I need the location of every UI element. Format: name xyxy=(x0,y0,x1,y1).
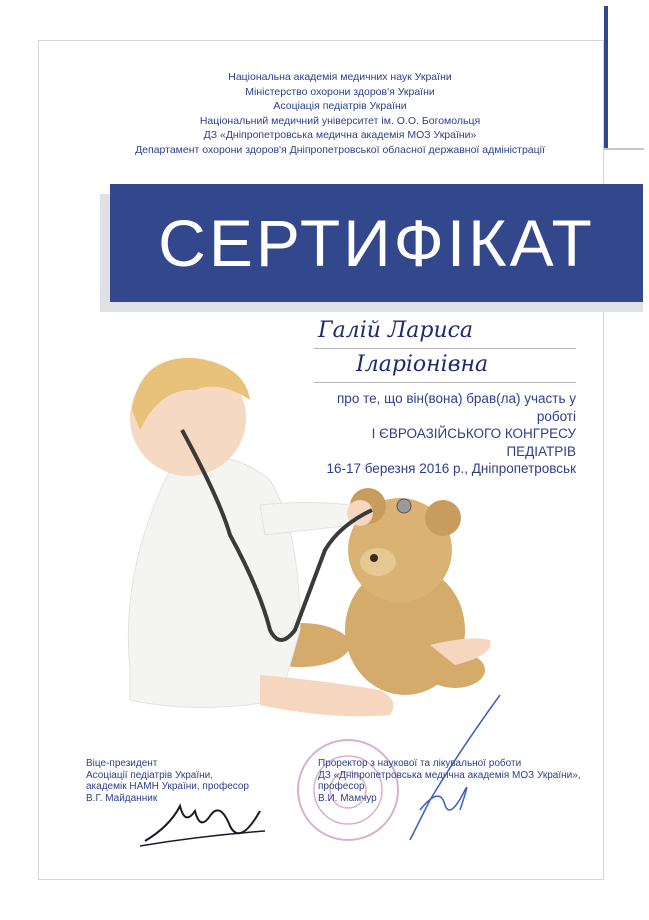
signatory-role: Проректор з наукової та лікувальної роботи xyxy=(318,758,522,769)
org-line: Асоціація педіатрів України xyxy=(273,100,407,112)
child-teddy-illustration xyxy=(110,330,510,730)
organizations-header xyxy=(60,70,620,157)
event-date: 16-17 березня 2016 р., Дніпропетровськ xyxy=(326,461,576,476)
signatory-role: Асоціації педіатрів України, xyxy=(86,769,214,781)
handwritten-signature-left xyxy=(140,796,270,856)
org-line: Департамент охорони здоров'я Дніпропетровської обласної державної адміністрації xyxy=(135,143,545,156)
signatory-role: професор xyxy=(318,781,365,792)
handwritten-signature-right xyxy=(390,690,510,850)
signatory-role: академік НАМН України, професор xyxy=(86,781,249,792)
signatory-role: Віце-президент xyxy=(86,758,158,769)
event-name: І ЄВРОАЗІЙСЬКОГО КОНГРЕСУ ПЕДІАТРІВ xyxy=(371,426,576,459)
org-line: ДЗ «Дніпропетровська медична академія МОЗ України» xyxy=(203,129,477,141)
event-line: про те, що він(вона) брав(ла) участь у роботі xyxy=(337,391,576,424)
org-line: Міністерство охорони здоров'я України xyxy=(245,85,435,98)
org-line: Національна академія медичних наук України xyxy=(228,71,452,83)
signatory-role: ДЗ «Дніпропетровська медична академія МОЗ України», xyxy=(318,769,581,781)
signatory-name: В.И. Мамчур xyxy=(318,792,377,804)
org-line: Національний медичний університет ім. О.О. Богомольця xyxy=(199,114,481,127)
recipient-name-line2: Іларіонівна xyxy=(356,352,489,377)
recipient-name-line1: Галій Лариса xyxy=(318,318,474,343)
signatory-name: В.Г. Майданник xyxy=(86,792,158,804)
certificate-title: СЕРТИФІКАТ xyxy=(158,206,595,280)
